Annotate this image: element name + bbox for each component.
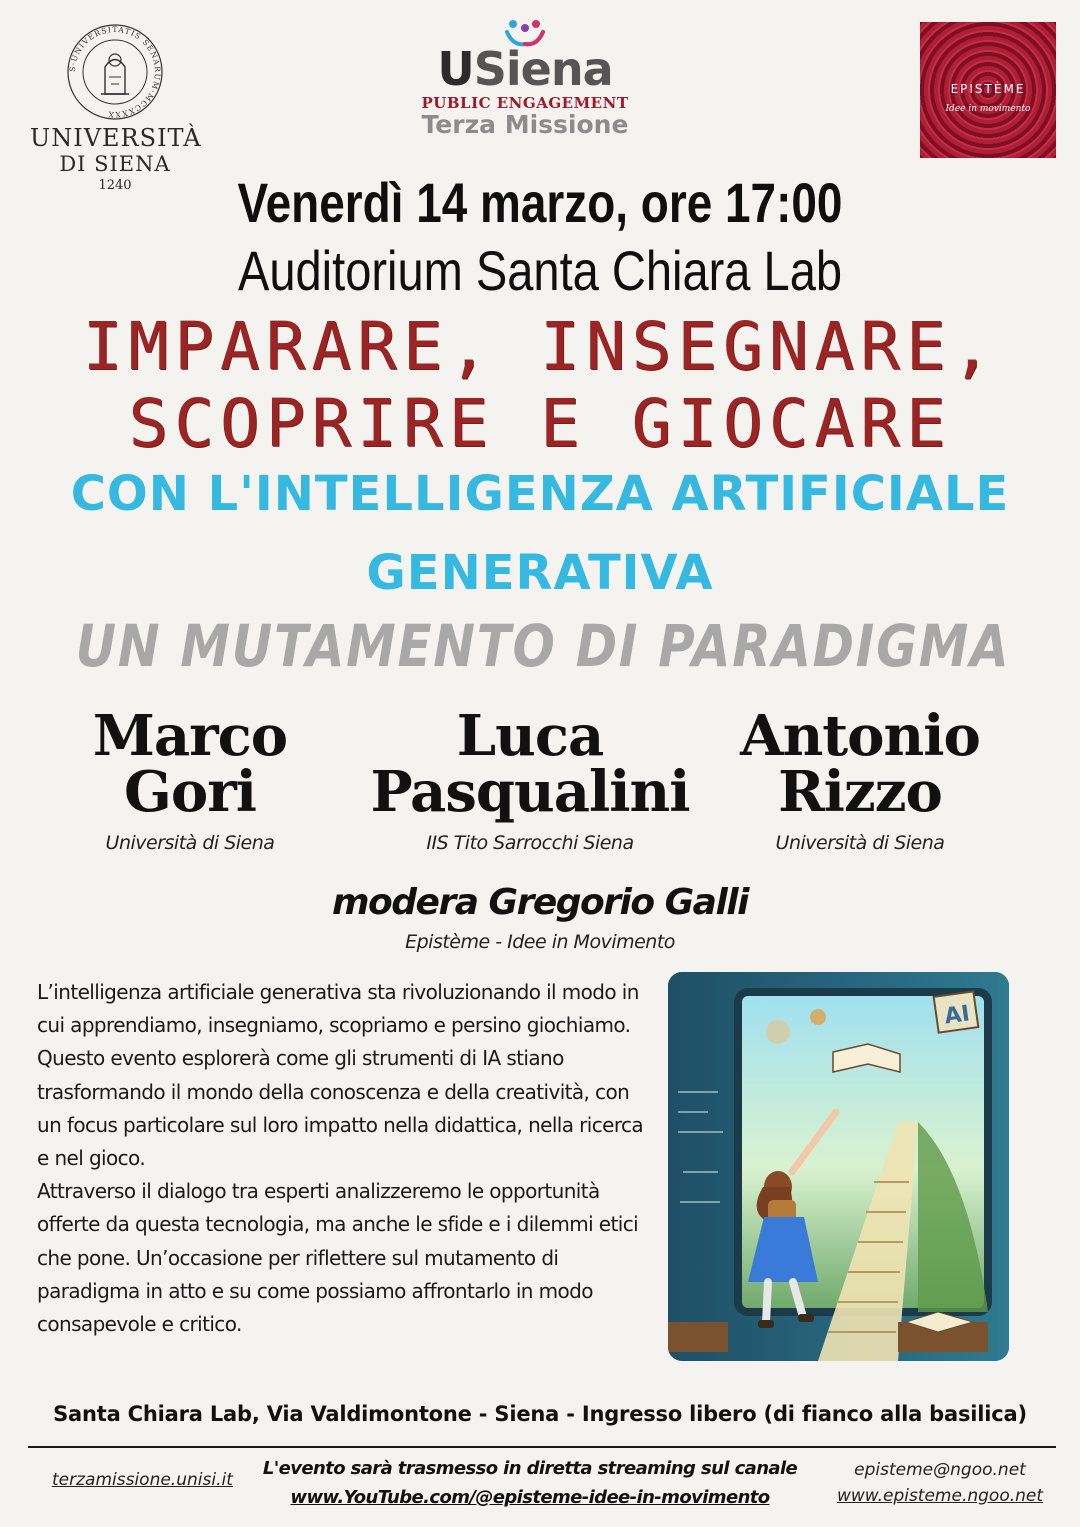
contact-info xyxy=(820,1460,1060,1506)
university-name-line2: DI SIENA xyxy=(59,152,171,176)
contact-email[interactable]: episteme@ngoo.net xyxy=(854,1460,1026,1480)
event-address: Santa Chiara Lab, Via Valdimontone - Siena - Ingresso libero (di fianco alla basilica) xyxy=(53,1402,1027,1426)
event-title-line2: SCOPRIRE E GIOCARE xyxy=(128,385,952,462)
usiena-public-engagement-logo xyxy=(395,18,655,139)
youtube-channel-link[interactable]: www.YouTube.com/@episteme-idee-in-movimento xyxy=(290,1487,770,1508)
episteme-logo-name: EPISTÈME xyxy=(950,82,1026,96)
university-seal-icon xyxy=(65,22,165,122)
usiena-brand-u: U xyxy=(437,42,474,96)
university-name-line1: UNIVERSITÀ xyxy=(30,124,202,152)
speaker-luca-pasqualini xyxy=(350,703,710,854)
speaker-first-name: Marco xyxy=(92,703,288,769)
speaker-first-name: Luca xyxy=(456,703,604,769)
description-paragraph-2: Attraverso il dialogo tra esperti analizzeremo le opportunità offerte da questa tecnologia, ma anche le sfide e i dilemmi etici che pone. Un’occasione per riflettere sul mutamento di paradigma in atto e su come possiamo affrontarlo in modo consapevole e critico. xyxy=(37,1179,639,1337)
speaker-last-name: Gori xyxy=(124,759,256,825)
speaker-antonio-rizzo xyxy=(720,703,1000,854)
illustration-ai-screen-text: AI xyxy=(942,1001,972,1030)
speaker-last-name: Rizzo xyxy=(778,759,942,825)
moderator-affiliation: Epistème - Idee in Movimento xyxy=(405,931,675,953)
moderator-name: modera Gregorio Galli xyxy=(332,882,748,923)
terza-missione-label: Terza Missione xyxy=(421,110,629,139)
ai-learning-illustration xyxy=(668,972,1009,1361)
usiena-brand-rest: Siena xyxy=(473,42,613,96)
speaker-first-name: Antonio xyxy=(740,703,980,769)
seal-text: S·UNIVERSITATIS SENARUM·MCCXXXX xyxy=(67,24,163,120)
description-paragraph-1: L’intelligenza artificiale generativa sta rivoluzionando il modo in cui apprendiamo, insegniamo, scopriamo e persino giochiamo. Questo evento esplorerà come gli strumenti di IA stiano trasformando il mondo della conoscenza e della creatività, con un focus particolare sul loro impatto nella didattica, nella ricerca e nel gioco. xyxy=(37,980,644,1171)
illustration-image xyxy=(668,972,1009,1361)
event-date: Venerdì 14 marzo, ore 17:00 xyxy=(237,171,843,234)
event-venue: Auditorium Santa Chiara Lab xyxy=(237,239,843,302)
episteme-logo-tagline: Idee in movimento xyxy=(945,104,1031,114)
episteme-logo xyxy=(920,22,1056,158)
speaker-marco-gori xyxy=(60,703,320,854)
speaker-affiliation: IIS Tito Sarrocchi Siena xyxy=(426,832,634,854)
university-founding-year: 1240 xyxy=(98,178,132,193)
terza-missione-link[interactable]: terzamissione.unisi.it xyxy=(52,1470,233,1490)
usiena-brand-name xyxy=(395,42,655,96)
speaker-last-name: Pasqualini xyxy=(370,759,690,825)
speaker-affiliation: Università di Siena xyxy=(775,832,945,854)
footer-divider xyxy=(28,1446,1056,1448)
episteme-website-link[interactable]: www.episteme.ngoo.net xyxy=(836,1486,1044,1506)
public-engagement-label: PUBLIC ENGAGEMENT xyxy=(421,94,629,112)
event-title-line1: IMPARARE, INSEGNARE, xyxy=(82,308,998,385)
event-subtitle-line1: CON L'INTELLIGENZA ARTIFICIALE xyxy=(70,466,1010,522)
event-tagline: UN MUTAMENTO DI PARADIGMA xyxy=(75,612,1011,680)
event-description xyxy=(37,976,659,1341)
streaming-info xyxy=(240,1458,820,1508)
streaming-text: L'evento sarà trasmesso in diretta streaming sul canale xyxy=(262,1458,798,1479)
event-subtitle-line2: GENERATIVA xyxy=(366,545,714,601)
university-of-siena-logo xyxy=(30,22,200,193)
speaker-affiliation: Università di Siena xyxy=(105,832,275,854)
